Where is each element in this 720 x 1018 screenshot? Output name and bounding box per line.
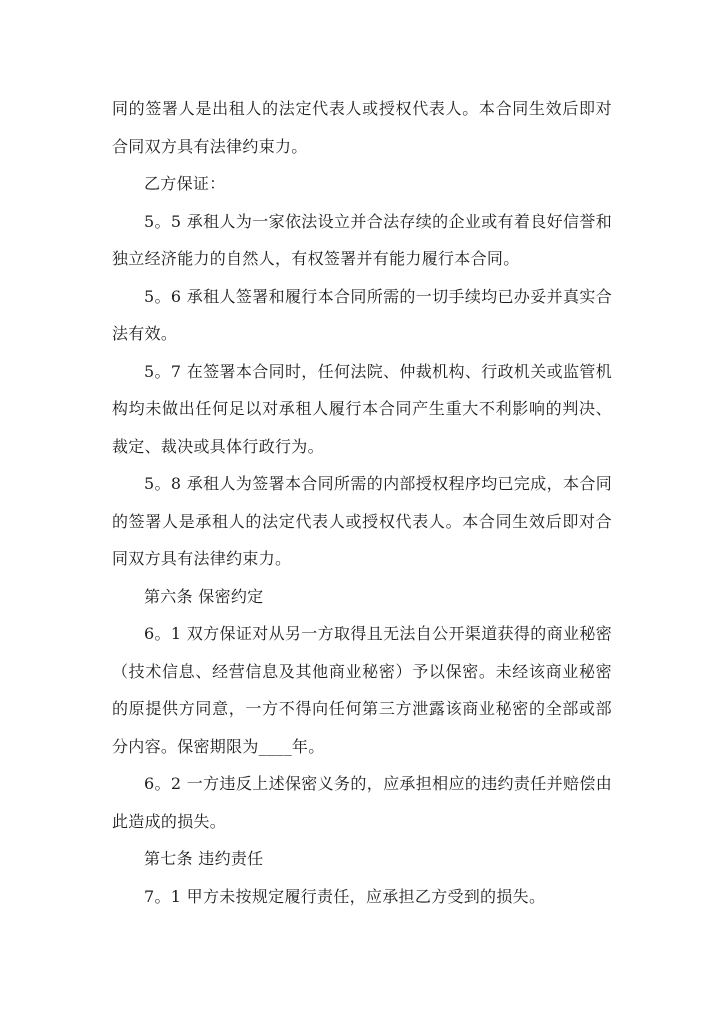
- paragraph-clause-5-8: 5。8 承租人为签署本合同所需的内部授权程序均已完成，本合同的签署人是承租人的法定代表人或授权代表人。本合同生效后即对合同双方具有法律约束力。: [112, 474, 612, 568]
- paragraph-party-b-guarantee-heading: 乙方保证：: [144, 174, 226, 193]
- section-heading-article-6: 第六条 保密约定: [144, 586, 264, 606]
- document-body: [112, 90, 612, 915]
- paragraph-clause-6-2: 6。2 一方违反上述保密义务的，应承担相应的违约责任并赔偿由此造成的损失。: [112, 774, 612, 831]
- paragraph-clause-6-1: 6。1 双方保证对从另一方取得且无法自公开渠道获得的商业秘密（技术信息、经营信息及其他商业秘密）予以保密。未经该商业秘密的原提供方同意，一方不得向任何第三方泄露该商业秘密的全部或部分内容。保密期限为____年。: [112, 624, 612, 756]
- paragraph-clause-5-5: 5。5 承租人为一家依法设立并合法存续的企业或有着良好信誉和独立经济能力的自然人，有权签署并有能力履行本合同。: [112, 211, 612, 268]
- paragraph-clause-5-6: 5。6 承租人签署和履行本合同所需的一切手续均已办妥并真实合法有效。: [112, 286, 612, 343]
- section-heading-article-7: 第七条 违约责任: [144, 849, 264, 868]
- paragraph-clause-5-7: 5。7 在签署本合同时，任何法院、仲裁机构、行政机关或监管机构均未做出任何足以对承租人履行本合同产生重大不利影响的判决、裁定、裁决或具体行政行为。: [112, 361, 612, 456]
- paragraph-continuation: 同的签署人是出租人的法定代表人或授权代表人。本合同生效后即对合同双方具有法律约束力。: [112, 99, 612, 156]
- paragraph-clause-7-1: 7。1 甲方未按规定履行责任，应承担乙方受到的损失。: [144, 886, 546, 906]
